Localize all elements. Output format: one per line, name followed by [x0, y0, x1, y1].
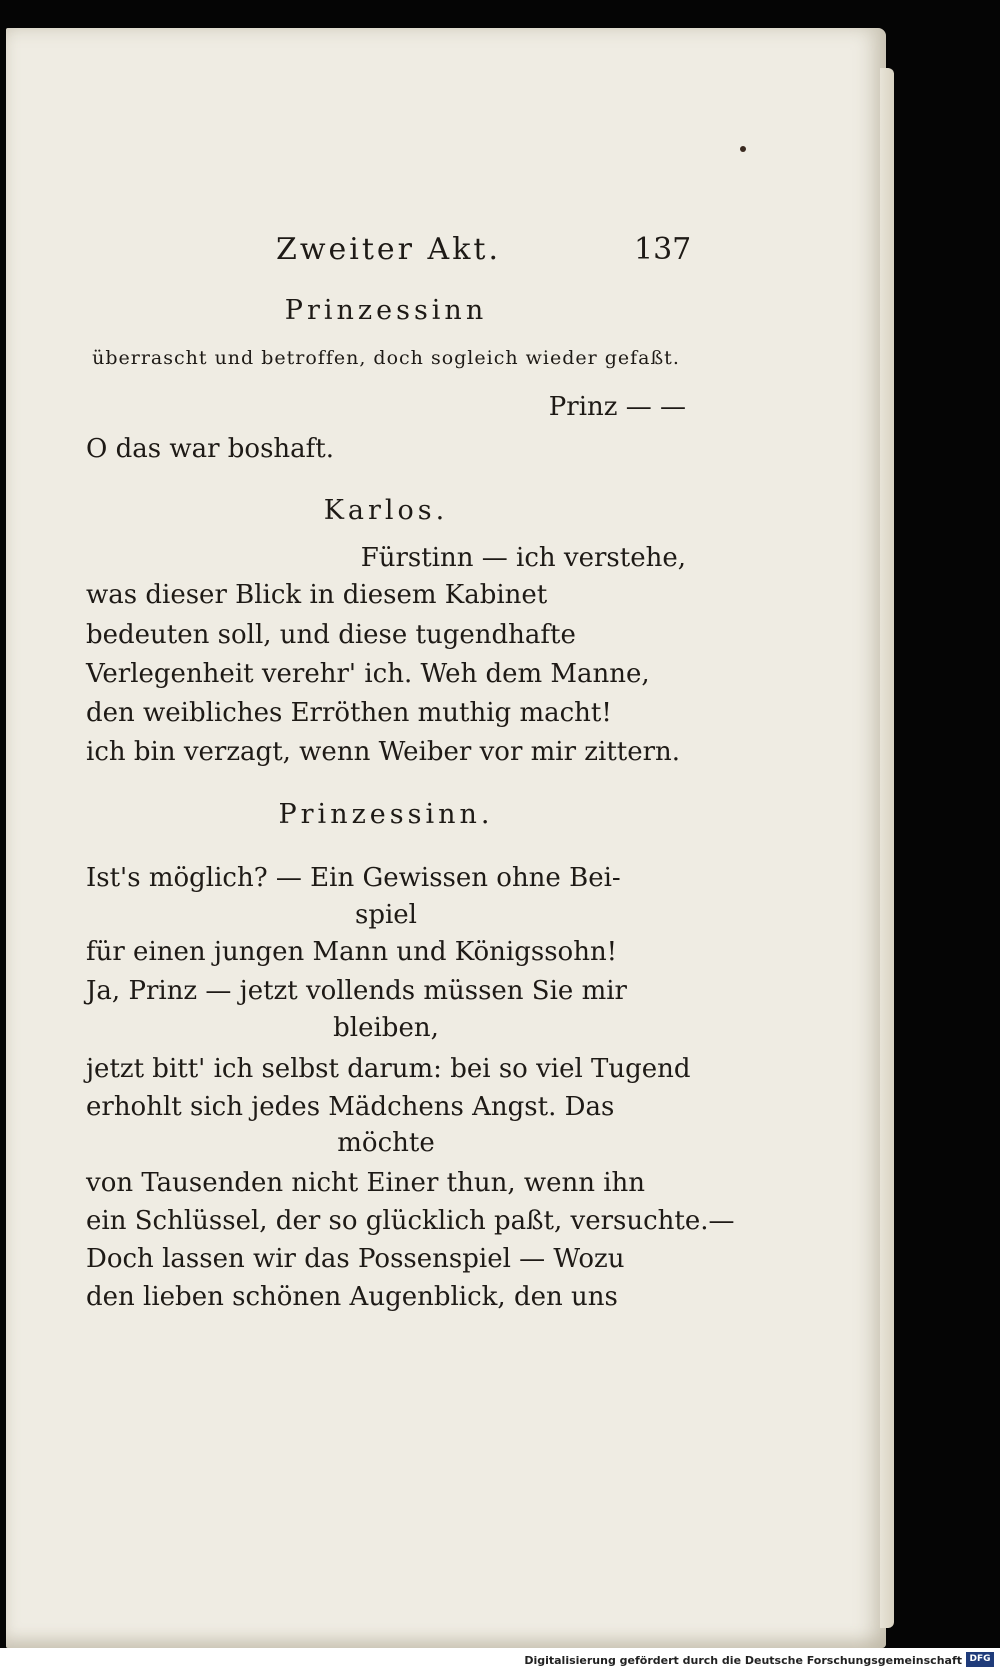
verse-line: ich bin verzagt, wenn Weiber vor mir zittern.: [86, 737, 681, 767]
funding-credit: Digitalisierung gefördert durch die Deutsche Forschungsgemeinschaft: [524, 1654, 962, 1667]
verse-line: den lieben schönen Augenblick, den uns: [86, 1282, 618, 1312]
verse-line: für einen jungen Mann und Königssohn!: [86, 937, 618, 967]
speaker-name: Prinzessinn: [284, 295, 488, 326]
running-header: Zweiter Akt.: [276, 232, 501, 267]
verse-line-continuation: möchte: [337, 1128, 435, 1158]
book-page: [6, 28, 886, 1648]
verse-line: Ist's möglich? — Ein Gewissen ohne Bei-: [86, 863, 621, 893]
speaker-name: Prinzessinn.: [278, 799, 494, 830]
verse-line-continuation: bleiben,: [333, 1013, 439, 1043]
verse-line: O das war boshaft.: [86, 434, 335, 464]
verse-line: Prinz — —: [548, 392, 686, 422]
page-number: 137: [634, 232, 692, 267]
verse-line: bedeuten soll, und diese tugendhafte: [86, 620, 576, 650]
verse-line: was dieser Blick in diesem Kabinet: [86, 580, 548, 610]
verse-line: erhohlt sich jedes Mädchens Angst. Das: [86, 1092, 615, 1122]
verse-line: den weibliches Erröthen muthig macht!: [86, 698, 612, 728]
verse-line: Fürstinn — ich verstehe,: [360, 543, 686, 573]
verse-line: Ja, Prinz — jetzt vollends müssen Sie mir: [86, 976, 627, 1006]
ink-speck: [740, 146, 746, 152]
verse-line: ein Schlüssel, der so glücklich paßt, versuchte.—: [86, 1206, 735, 1236]
verse-line: von Tausenden nicht Einer thun, wenn ihn: [86, 1168, 646, 1198]
footer-bar: [0, 1648, 1000, 1670]
verse-line: jetzt bitt' ich selbst darum: bei so viel Tugend: [86, 1054, 691, 1084]
verse-line: Verlegenheit verehr' ich. Weh dem Manne,: [86, 659, 650, 689]
stage-direction: überrascht und betroffen, doch sogleich wieder gefaßt.: [92, 347, 680, 369]
verse-line-continuation: spiel: [354, 900, 417, 930]
verse-line: Doch lassen wir das Possenspiel — Wozu: [86, 1244, 625, 1274]
speaker-name: Karlos.: [323, 495, 449, 526]
dfg-logo-icon: DFG: [966, 1652, 994, 1667]
